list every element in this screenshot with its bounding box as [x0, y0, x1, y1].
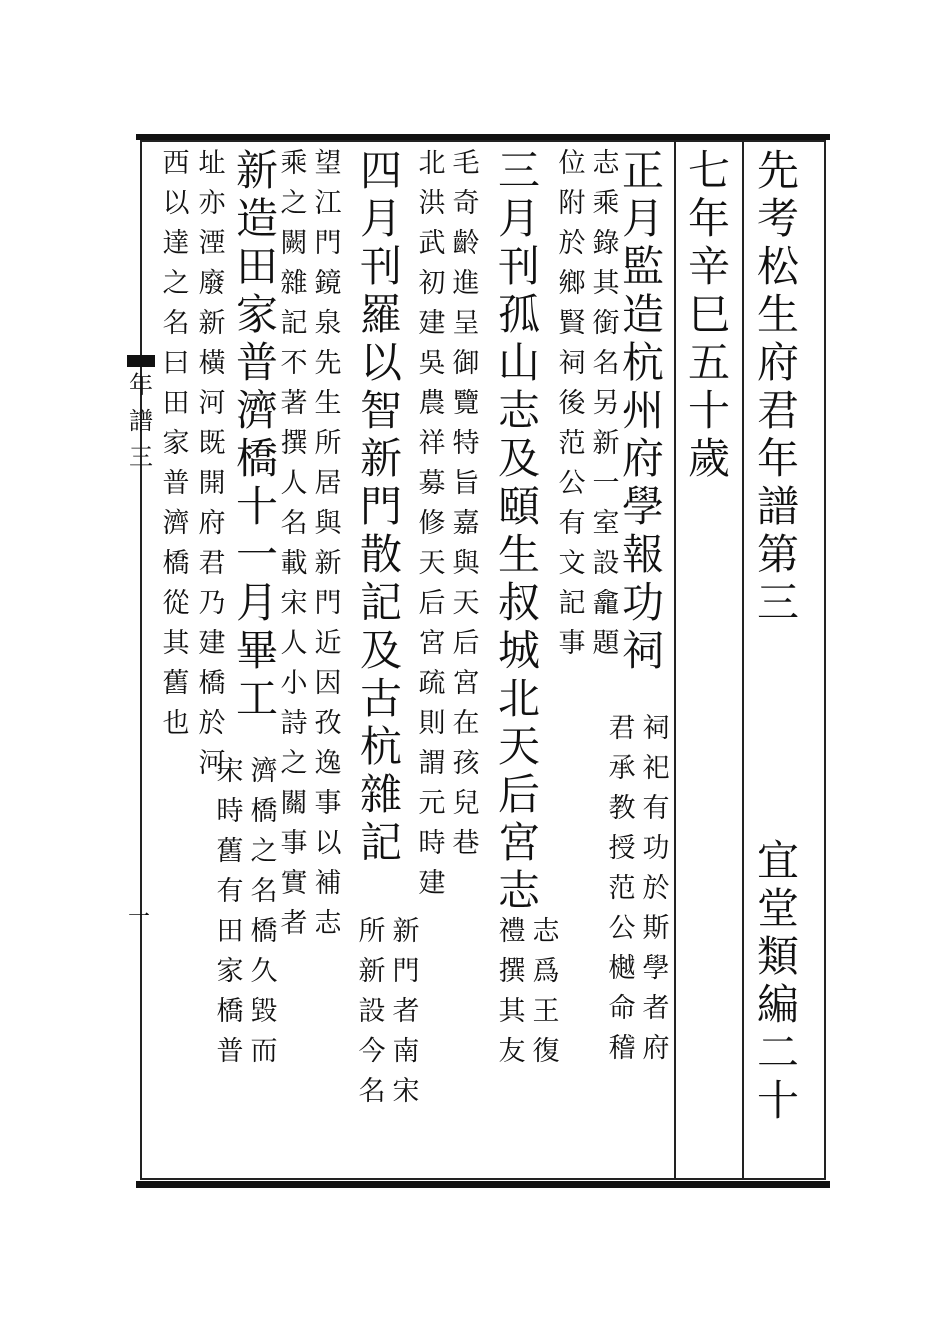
- glyph: 詩: [280, 708, 308, 739]
- glyph: 叔: [497, 578, 540, 627]
- glyph: 月: [621, 194, 664, 243]
- glyph: 四: [359, 146, 402, 195]
- glyph: 斯: [642, 913, 670, 944]
- glyph: 辛: [687, 242, 730, 291]
- glyph: 工: [235, 674, 278, 723]
- glyph: 毛: [452, 148, 480, 179]
- glyph: 曰: [162, 348, 190, 379]
- glyph: 新: [235, 146, 278, 195]
- annotation-column: [590, 150, 622, 670]
- glyph: 君: [756, 386, 799, 435]
- glyph: 事: [314, 788, 342, 819]
- glyph: 古: [359, 674, 402, 723]
- glyph: 與: [452, 548, 480, 579]
- glyph: 所: [358, 916, 386, 947]
- glyph: 新: [359, 434, 402, 483]
- glyph: 三: [756, 578, 799, 627]
- glyph: 二: [756, 1028, 799, 1077]
- glyph: 御: [452, 348, 480, 379]
- glyph: 天: [497, 722, 540, 771]
- glyph: 學: [621, 482, 664, 531]
- page-number: 一: [128, 905, 151, 930]
- glyph: 刊: [359, 242, 402, 291]
- glyph: 亦: [198, 188, 226, 219]
- glyph: 新: [198, 308, 226, 339]
- glyph: 年: [129, 371, 153, 399]
- glyph: 橋: [235, 434, 278, 483]
- annotation-column: [196, 150, 228, 790]
- glyph: 孤: [497, 290, 540, 339]
- glyph: 鄉: [558, 268, 586, 299]
- glyph: 考: [756, 194, 799, 243]
- glyph: 其: [498, 996, 526, 1027]
- glyph: 三: [129, 443, 153, 471]
- main-text-column: [618, 146, 668, 678]
- glyph: 孜: [314, 708, 342, 739]
- glyph: 十: [235, 482, 278, 531]
- glyph: 田: [162, 388, 190, 419]
- glyph: 濟: [250, 756, 278, 787]
- annotation-column: [606, 715, 638, 1075]
- volume-column: [753, 836, 803, 1128]
- glyph: 近: [314, 628, 342, 659]
- glyph: 樾: [608, 953, 636, 984]
- glyph: 募: [418, 468, 446, 499]
- glyph: 居: [314, 468, 342, 499]
- glyph: 時: [216, 796, 244, 827]
- glyph: 久: [250, 956, 278, 987]
- glyph: 呈: [452, 308, 480, 339]
- glyph: 祠: [621, 626, 664, 675]
- glyph: 記: [280, 308, 308, 339]
- glyph: 不: [280, 348, 308, 379]
- year-heading: [684, 146, 734, 486]
- glyph: 者: [642, 993, 670, 1024]
- glyph: 類: [756, 932, 799, 981]
- glyph: 祠: [558, 348, 586, 379]
- annotation-column: [416, 150, 448, 910]
- glyph: 稽: [608, 1033, 636, 1064]
- glyph: 散: [359, 530, 402, 579]
- glyph: 杭: [359, 722, 402, 771]
- glyph: 生: [497, 530, 540, 579]
- glyph: 橋: [198, 668, 226, 699]
- glyph: 門: [314, 228, 342, 259]
- glyph: 南: [392, 1036, 420, 1067]
- glyph: 也: [162, 708, 190, 739]
- glyph: 友: [498, 1036, 526, 1067]
- glyph: 智: [359, 386, 402, 435]
- glyph: 孩: [452, 748, 480, 779]
- glyph: 新: [358, 956, 386, 987]
- glyph: 志: [532, 916, 560, 947]
- main-text-column: [494, 146, 544, 918]
- glyph: 一: [235, 530, 278, 579]
- glyph: 名: [280, 508, 308, 539]
- glyph: 復: [532, 1036, 560, 1067]
- glyph: 正: [621, 146, 664, 195]
- glyph: 著: [280, 388, 308, 419]
- glyph: 畢: [235, 626, 278, 675]
- glyph: 者: [280, 908, 308, 939]
- glyph: 城: [497, 626, 540, 675]
- glyph: 家: [235, 290, 278, 339]
- glyph: 河: [198, 748, 226, 779]
- glyph: 初: [418, 268, 446, 299]
- glyph: 濟: [235, 386, 278, 435]
- glyph: 乃: [198, 588, 226, 619]
- glyph: 址: [198, 148, 226, 179]
- glyph: 建: [418, 308, 446, 339]
- annotation-column: [160, 150, 192, 750]
- glyph: 十: [687, 386, 730, 435]
- glyph: 王: [532, 996, 560, 1027]
- glyph: 杭: [621, 338, 664, 387]
- glyph: 有: [558, 508, 586, 539]
- glyph: 刊: [497, 242, 540, 291]
- glyph: 宋: [216, 756, 244, 787]
- glyph: 農: [418, 388, 446, 419]
- glyph: 撰: [280, 428, 308, 459]
- glyph: 五: [687, 338, 730, 387]
- glyph: 公: [608, 913, 636, 944]
- glyph: 乘: [280, 148, 308, 179]
- glyph: 乘: [592, 188, 620, 219]
- glyph: 授: [608, 833, 636, 864]
- annotation-column: [496, 918, 528, 1078]
- glyph: 宋: [280, 588, 308, 619]
- glyph: 新: [592, 428, 620, 459]
- glyph: 州: [621, 386, 664, 435]
- glyph: 生: [756, 290, 799, 339]
- glyph: 兒: [452, 788, 480, 819]
- glyph: 北: [497, 674, 540, 723]
- glyph: 之: [162, 268, 190, 299]
- glyph: 之: [280, 748, 308, 779]
- glyph: 第: [756, 530, 799, 579]
- glyph: 志: [314, 908, 342, 939]
- glyph: 松: [756, 242, 799, 291]
- glyph: 吳: [418, 348, 446, 379]
- glyph: 名: [162, 308, 190, 339]
- glyph: 以: [359, 338, 402, 387]
- annotation-column: [450, 150, 482, 870]
- glyph: 一: [592, 468, 620, 499]
- glyph: 則: [418, 708, 446, 739]
- glyph: 因: [314, 668, 342, 699]
- glyph: 奇: [452, 188, 480, 219]
- annotation-column: [214, 758, 246, 1078]
- glyph: 后: [497, 770, 540, 819]
- glyph: 橋: [250, 796, 278, 827]
- annotation-column: [248, 758, 280, 1078]
- glyph: 而: [250, 1036, 278, 1067]
- glyph: 巳: [687, 290, 730, 339]
- glyph: 達: [162, 228, 190, 259]
- glyph: 湮: [198, 228, 226, 259]
- main-text-column: [232, 146, 282, 726]
- glyph: 志: [592, 148, 620, 179]
- glyph: 田: [216, 916, 244, 947]
- glyph: 功: [642, 833, 670, 864]
- glyph: 設: [358, 996, 386, 1027]
- glyph: 堂: [756, 884, 799, 933]
- glyph: 橋: [250, 916, 278, 947]
- glyph: 之: [250, 836, 278, 867]
- glyph: 生: [314, 388, 342, 419]
- glyph: 宜: [756, 836, 799, 885]
- glyph: 以: [314, 828, 342, 859]
- glyph: 於: [558, 228, 586, 259]
- margin-spine: [126, 355, 156, 481]
- glyph: 其: [162, 628, 190, 659]
- glyph: 今: [358, 1036, 386, 1067]
- glyph: 於: [198, 708, 226, 739]
- glyph: 雜: [280, 268, 308, 299]
- glyph: 位: [558, 148, 586, 179]
- glyph: 頤: [497, 482, 540, 531]
- glyph: 譜: [129, 407, 153, 435]
- glyph: 室: [592, 508, 620, 539]
- glyph: 門: [359, 482, 402, 531]
- glyph: 之: [280, 188, 308, 219]
- glyph: 范: [558, 428, 586, 459]
- glyph: 另: [592, 388, 620, 419]
- glyph: 元: [418, 788, 446, 819]
- glyph: 天: [452, 588, 480, 619]
- margin-mark: [127, 355, 155, 367]
- annotation-column: [278, 150, 310, 950]
- glyph: 文: [558, 548, 586, 579]
- glyph: 年: [756, 434, 799, 483]
- main-text-column: [356, 146, 406, 870]
- glyph: 后: [418, 588, 446, 619]
- glyph: 祠: [642, 713, 670, 744]
- glyph: 月: [235, 578, 278, 627]
- glyph: 禮: [498, 916, 526, 947]
- glyph: 雜: [359, 770, 402, 819]
- glyph: 事: [558, 628, 586, 659]
- glyph: 名: [592, 348, 620, 379]
- glyph: 有: [642, 793, 670, 824]
- glyph: 北: [418, 148, 446, 179]
- glyph: 既: [198, 428, 226, 459]
- title-column: [753, 146, 803, 630]
- glyph: 祀: [642, 753, 670, 784]
- glyph: 門: [314, 588, 342, 619]
- glyph: 功: [621, 578, 664, 627]
- glyph: 府: [642, 1033, 670, 1064]
- glyph: 時: [418, 828, 446, 859]
- glyph: 府: [621, 434, 664, 483]
- glyph: 承: [608, 753, 636, 784]
- column-divider-title: [742, 142, 744, 1178]
- glyph: 江: [314, 188, 342, 219]
- glyph: 及: [497, 434, 540, 483]
- glyph: 從: [162, 588, 190, 619]
- glyph: 橋: [162, 548, 190, 579]
- spine-text: [126, 373, 156, 481]
- glyph: 監: [621, 242, 664, 291]
- glyph: 龕: [592, 588, 620, 619]
- glyph: 銜: [592, 308, 620, 339]
- glyph: 特: [452, 428, 480, 459]
- glyph: 普: [162, 468, 190, 499]
- glyph: 闕: [280, 228, 308, 259]
- glyph: 七: [687, 146, 730, 195]
- glyph: 造: [235, 194, 278, 243]
- glyph: 與: [314, 508, 342, 539]
- glyph: 洪: [418, 188, 446, 219]
- glyph: 題: [592, 628, 620, 659]
- glyph: 爲: [532, 956, 560, 987]
- glyph: 旨: [452, 468, 480, 499]
- glyph: 廢: [198, 268, 226, 299]
- glyph: 賢: [558, 308, 586, 339]
- glyph: 撰: [498, 956, 526, 987]
- annotation-column: [640, 715, 672, 1075]
- glyph: 進: [452, 268, 480, 299]
- glyph: 先: [314, 348, 342, 379]
- glyph: 齡: [452, 228, 480, 259]
- glyph: 巷: [452, 828, 480, 859]
- glyph: 其: [592, 268, 620, 299]
- glyph: 以: [162, 188, 190, 219]
- glyph: 附: [558, 188, 586, 219]
- top-border: [136, 134, 830, 140]
- glyph: 錄: [592, 228, 620, 259]
- glyph: 記: [558, 588, 586, 619]
- glyph: 人: [280, 628, 308, 659]
- glyph: 疏: [418, 668, 446, 699]
- glyph: 於: [642, 873, 670, 904]
- glyph: 事: [280, 828, 308, 859]
- glyph: 教: [608, 793, 636, 824]
- glyph: 者: [392, 996, 420, 1027]
- glyph: 田: [235, 242, 278, 291]
- glyph: 府: [756, 338, 799, 387]
- glyph: 十: [756, 1076, 799, 1125]
- glyph: 編: [756, 980, 799, 1029]
- annotation-column: [356, 918, 388, 1118]
- glyph: 君: [198, 548, 226, 579]
- glyph: 宮: [418, 628, 446, 659]
- glyph: 范: [608, 873, 636, 904]
- glyph: 謂: [418, 748, 446, 779]
- glyph: 載: [280, 548, 308, 579]
- glyph: 宮: [497, 818, 540, 867]
- glyph: 后: [452, 628, 480, 659]
- glyph: 設: [592, 548, 620, 579]
- glyph: 志: [497, 866, 540, 915]
- glyph: 天: [418, 548, 446, 579]
- glyph: 小: [280, 668, 308, 699]
- glyph: 報: [621, 530, 664, 579]
- glyph: 西: [162, 148, 190, 179]
- glyph: 新: [392, 916, 420, 947]
- glyph: 望: [314, 148, 342, 179]
- glyph: 名: [250, 876, 278, 907]
- bottom-border: [136, 1181, 830, 1188]
- glyph: 有: [216, 876, 244, 907]
- glyph: 造: [621, 290, 664, 339]
- annotation-column: [390, 918, 422, 1118]
- glyph: 泉: [314, 308, 342, 339]
- glyph: 關: [280, 788, 308, 819]
- glyph: 嘉: [452, 508, 480, 539]
- glyph: 所: [314, 428, 342, 459]
- glyph: 三: [497, 146, 540, 195]
- glyph: 年: [687, 194, 730, 243]
- glyph: 建: [198, 628, 226, 659]
- glyph: 門: [392, 956, 420, 987]
- glyph: 君: [608, 713, 636, 744]
- glyph: 毀: [250, 996, 278, 1027]
- glyph: 名: [358, 1076, 386, 1107]
- glyph: 宮: [452, 668, 480, 699]
- glyph: 開: [198, 468, 226, 499]
- annotation-column: [312, 150, 344, 950]
- glyph: 後: [558, 388, 586, 419]
- glyph: 記: [359, 818, 402, 867]
- glyph: 府: [198, 508, 226, 539]
- glyph: 實: [280, 868, 308, 899]
- glyph: 新: [314, 548, 342, 579]
- glyph: 補: [314, 868, 342, 899]
- glyph: 祥: [418, 428, 446, 459]
- glyph: 鏡: [314, 268, 342, 299]
- glyph: 歲: [687, 434, 730, 483]
- glyph: 學: [642, 953, 670, 984]
- column-divider-heading: [674, 142, 676, 1178]
- glyph: 志: [497, 386, 540, 435]
- glyph: 公: [558, 468, 586, 499]
- glyph: 人: [280, 468, 308, 499]
- glyph: 譜: [756, 482, 799, 531]
- glyph: 舊: [216, 836, 244, 867]
- glyph: 命: [608, 993, 636, 1024]
- annotation-column: [530, 918, 562, 1078]
- annotation-column: [556, 150, 588, 670]
- glyph: 橋: [216, 996, 244, 1027]
- glyph: 月: [497, 194, 540, 243]
- glyph: 記: [359, 578, 402, 627]
- glyph: 先: [756, 146, 799, 195]
- glyph: 普: [235, 338, 278, 387]
- glyph: 月: [359, 194, 402, 243]
- glyph: 橫: [198, 348, 226, 379]
- glyph: 修: [418, 508, 446, 539]
- glyph: 舊: [162, 668, 190, 699]
- glyph: 濟: [162, 508, 190, 539]
- glyph: 在: [452, 708, 480, 739]
- glyph: 建: [418, 868, 446, 899]
- glyph: 普: [216, 1036, 244, 1067]
- glyph: 家: [162, 428, 190, 459]
- glyph: 家: [216, 956, 244, 987]
- glyph: 河: [198, 388, 226, 419]
- glyph: 羅: [359, 290, 402, 339]
- glyph: 山: [497, 338, 540, 387]
- glyph: 及: [359, 626, 402, 675]
- glyph: 宋: [392, 1076, 420, 1107]
- glyph: 逸: [314, 748, 342, 779]
- glyph: 武: [418, 228, 446, 259]
- glyph: 覽: [452, 388, 480, 419]
